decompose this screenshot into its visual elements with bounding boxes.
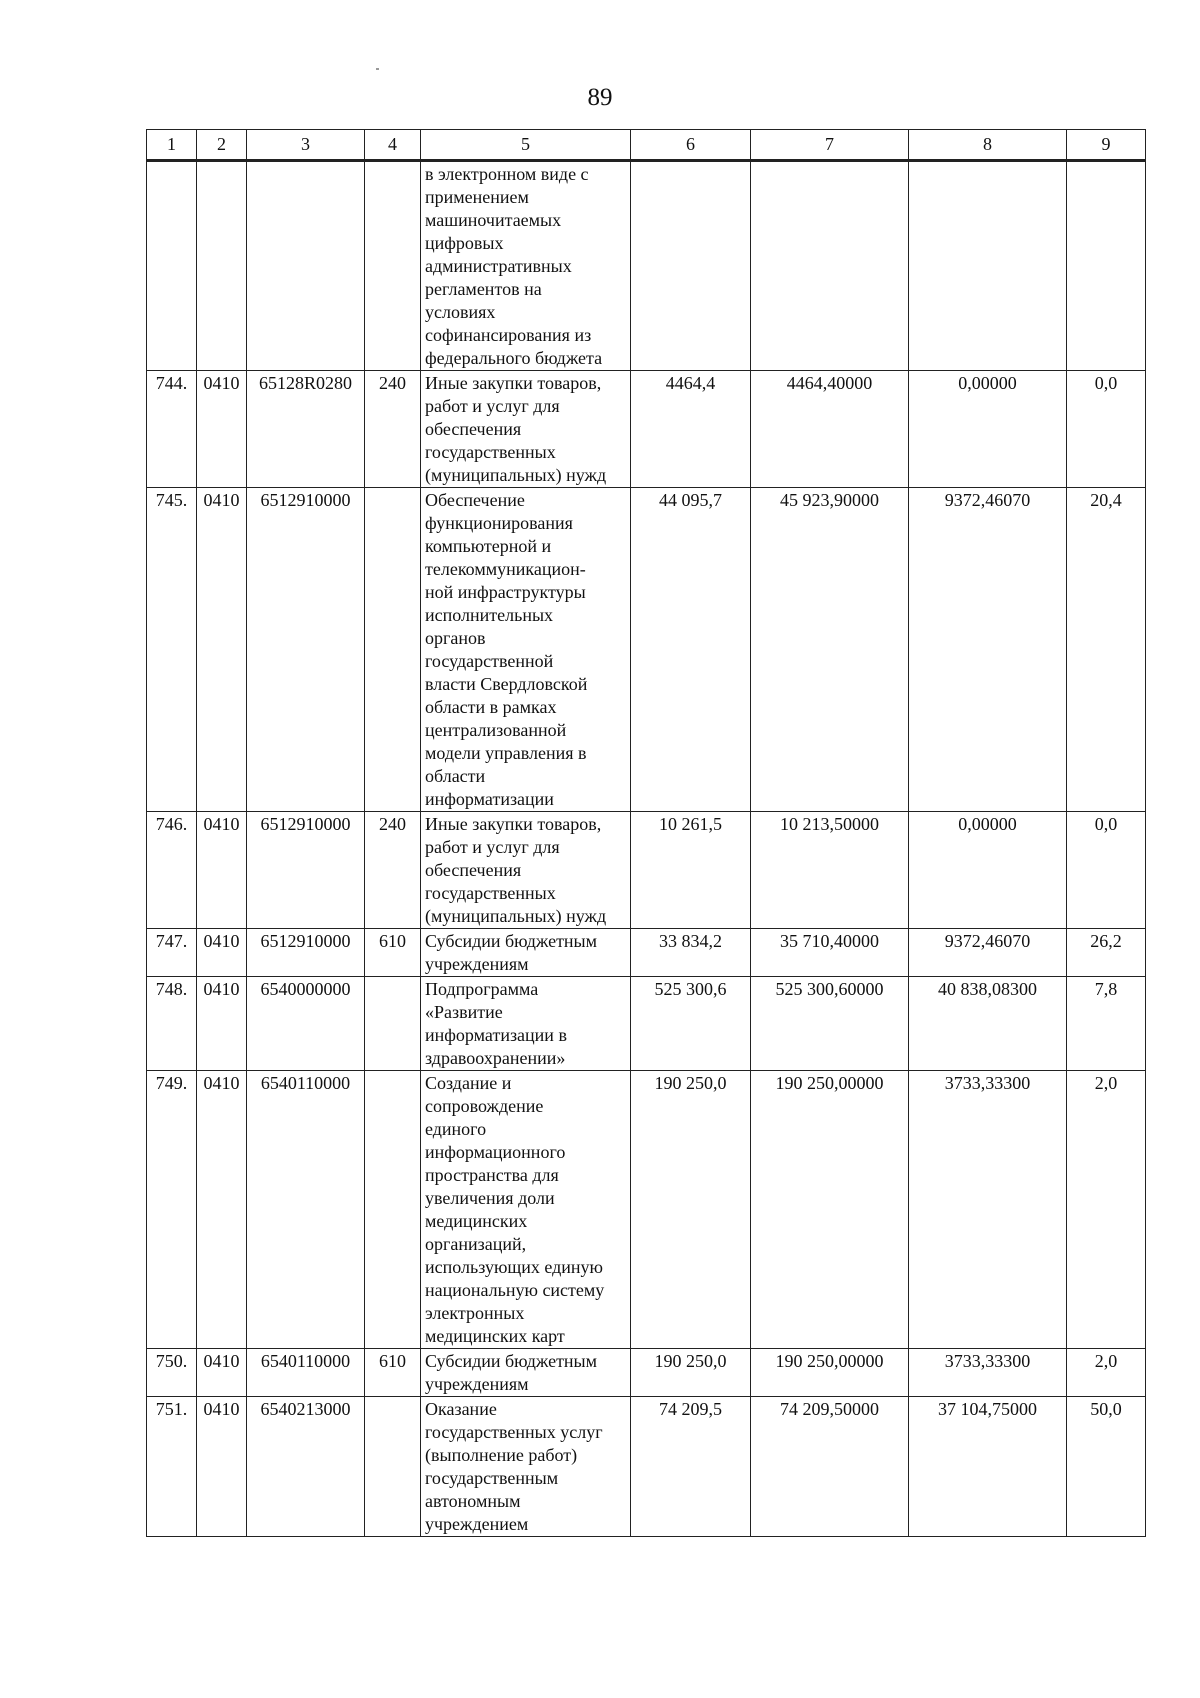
execution-percent-cell: 26,2 [1067,929,1146,977]
expense-type-code-cell [365,1071,421,1349]
description-cell [421,812,631,929]
description-line: централизованной [425,720,567,740]
expense-type-code-cell [365,1397,421,1537]
row-number-cell [147,161,197,371]
row-number-cell: 744. [147,371,197,488]
row-number-cell: 749. [147,1071,197,1349]
description-line: единого [425,1119,487,1139]
table-row [147,812,1146,929]
description-line: обеспечения [425,419,522,439]
description-line: федерального бюджета [425,348,603,368]
description-cell [421,1397,631,1537]
approved-amount-cell: 190 250,0 [631,1349,751,1397]
revised-amount-cell: 190 250,00000 [751,1349,909,1397]
section-code-cell: 0410 [197,1071,247,1349]
approved-amount-cell: 525 300,6 [631,977,751,1071]
column-header: 4 [365,130,421,161]
expense-type-code-cell: 240 [365,812,421,929]
description-line: «Развитие [425,1002,503,1022]
description-line: органов [425,628,486,648]
table-row [147,488,1146,812]
expense-type-code-cell: 610 [365,1349,421,1397]
approved-amount-cell: 44 095,7 [631,488,751,812]
description-line: условиях [425,302,496,322]
approved-amount-cell: 74 209,5 [631,1397,751,1537]
target-article-code-cell: 6540213000 [247,1397,365,1537]
description-line: Субсидии бюджетным [425,1351,598,1371]
row-number-cell: 746. [147,812,197,929]
approved-amount-cell [631,161,751,371]
description-line: государственной [425,651,554,671]
column-header: 3 [247,130,365,161]
execution-percent-cell: 20,4 [1067,488,1146,812]
target-article-code-cell: 6512910000 [247,488,365,812]
execution-percent-cell: 7,8 [1067,977,1146,1071]
executed-amount-cell: 9372,46070 [909,488,1067,812]
description-line: Иные закупки товаров, [425,814,602,834]
description-line: Обеспечение [425,490,525,510]
section-code-cell: 0410 [197,488,247,812]
target-article-code-cell: 65128R0280 [247,371,365,488]
revised-amount-cell: 10 213,50000 [751,812,909,929]
description-line: информатизации [425,789,554,809]
description-line: регламентов на [425,279,542,299]
target-article-code-cell: 6540110000 [247,1071,365,1349]
description-cell [421,977,631,1071]
section-code-cell: 0410 [197,1397,247,1537]
section-code-cell: 0410 [197,977,247,1071]
description-cell [421,1071,631,1349]
description-line: работ и услуг для [425,396,560,416]
table-row [147,371,1146,488]
description-line: организаций, [425,1234,527,1254]
executed-amount-cell: 0,00000 [909,812,1067,929]
description-cell [421,371,631,488]
revised-amount-cell: 35 710,40000 [751,929,909,977]
approved-amount-cell: 10 261,5 [631,812,751,929]
description-line: софинансирования из [425,325,592,345]
target-article-code-cell: 6512910000 [247,812,365,929]
description-line: увеличения доли [425,1188,555,1208]
section-code-cell [197,161,247,371]
description-line: машиночитаемых [425,210,562,230]
description-line: работ и услуг для [425,837,560,857]
expense-type-code-cell [365,977,421,1071]
description-line: Создание и [425,1073,512,1093]
table-row [147,1397,1146,1537]
column-header: 1 [147,130,197,161]
approved-amount-cell: 4464,4 [631,371,751,488]
approved-amount-cell: 33 834,2 [631,929,751,977]
execution-percent-cell: 0,0 [1067,371,1146,488]
description-line: (муниципальных) нужд [425,906,607,926]
executed-amount-cell: 3733,33300 [909,1071,1067,1349]
description-line: государственных [425,442,556,462]
table-row [147,161,1146,371]
section-code-cell: 0410 [197,812,247,929]
executed-amount-cell: 3733,33300 [909,1349,1067,1397]
description-line: Иные закупки товаров, [425,373,602,393]
description-line: государственных услуг [425,1422,603,1442]
description-line: Субсидии бюджетным [425,931,598,951]
description-line: административных [425,256,572,276]
description-line: государственных [425,883,556,903]
description-line: в электронном виде с [425,164,589,184]
description-line: Подпрограмма [425,979,539,999]
column-header: 9 [1067,130,1146,161]
description-line: (муниципальных) нужд [425,465,607,485]
description-line: функционирования [425,513,573,533]
execution-percent-cell: 2,0 [1067,1071,1146,1349]
description-line: национальную систему [425,1280,605,1300]
description-line: применением [425,187,529,207]
column-header: 7 [751,130,909,161]
description-line: здравоохранении» [425,1048,566,1068]
description-line: компьютерной и [425,536,552,556]
description-line: учреждениям [425,954,529,974]
column-header: 8 [909,130,1067,161]
column-header: 5 [421,130,631,161]
table-body [147,161,1146,1537]
target-article-code-cell: 6540000000 [247,977,365,1071]
row-number-cell: 745. [147,488,197,812]
expense-type-code-cell: 240 [365,371,421,488]
execution-percent-cell [1067,161,1146,371]
execution-percent-cell: 2,0 [1067,1349,1146,1397]
row-number-cell: 751. [147,1397,197,1537]
table-row [147,929,1146,977]
executed-amount-cell [909,161,1067,371]
revised-amount-cell: 525 300,60000 [751,977,909,1071]
description-line: исполнительных [425,605,554,625]
column-header: 6 [631,130,751,161]
description-line: (выполнение работ) [425,1445,578,1465]
revised-amount-cell [751,161,909,371]
revised-amount-cell: 4464,40000 [751,371,909,488]
description-line: телекоммуникацион- [425,559,586,579]
expense-type-code-cell [365,161,421,371]
execution-percent-cell: 50,0 [1067,1397,1146,1537]
executed-amount-cell: 40 838,08300 [909,977,1067,1071]
expense-type-code-cell [365,488,421,812]
description-line: информатизации в [425,1025,567,1045]
description-line: цифровых [425,233,504,253]
description-line: учреждением [425,1514,529,1534]
table-row [147,1071,1146,1349]
description-line: электронных [425,1303,525,1323]
target-article-code-cell: 6540110000 [247,1349,365,1397]
section-code-cell: 0410 [197,371,247,488]
revised-amount-cell: 45 923,90000 [751,488,909,812]
column-header: 2 [197,130,247,161]
executed-amount-cell: 0,00000 [909,371,1067,488]
description-line: Оказание [425,1399,497,1419]
execution-percent-cell: 0,0 [1067,812,1146,929]
description-line: использующих единую [425,1257,604,1277]
section-code-cell: 0410 [197,1349,247,1397]
target-article-code-cell [247,161,365,371]
budget-table [146,129,1146,1537]
row-number-cell: 748. [147,977,197,1071]
description-line: области [425,766,486,786]
target-article-code-cell: 6512910000 [247,929,365,977]
description-cell [421,1349,631,1397]
description-line: государственным [425,1468,559,1488]
description-line: ной инфраструктуры [425,582,586,602]
description-line: медицинских карт [425,1326,565,1346]
section-code-cell: 0410 [197,929,247,977]
description-cell [421,161,631,371]
scan-dust-mark [376,68,379,70]
table-row [147,977,1146,1071]
description-cell [421,488,631,812]
page-number: 89 [587,84,613,111]
description-line: области в рамках [425,697,557,717]
description-line: сопровождение [425,1096,544,1116]
description-line: обеспечения [425,860,522,880]
row-number-cell: 747. [147,929,197,977]
table-header-row [147,130,1146,161]
description-line: пространства для [425,1165,559,1185]
expense-type-code-cell: 610 [365,929,421,977]
description-line: власти Свердловской [425,674,588,694]
description-line: автономным [425,1491,521,1511]
revised-amount-cell: 74 209,50000 [751,1397,909,1537]
description-line: информационного [425,1142,566,1162]
description-line: медицинских [425,1211,528,1231]
description-line: модели управления в [425,743,587,763]
description-line: учреждениям [425,1374,529,1394]
executed-amount-cell: 37 104,75000 [909,1397,1067,1537]
row-number-cell: 750. [147,1349,197,1397]
table-row [147,1349,1146,1397]
revised-amount-cell: 190 250,00000 [751,1071,909,1349]
description-cell [421,929,631,977]
approved-amount-cell: 190 250,0 [631,1071,751,1349]
executed-amount-cell: 9372,46070 [909,929,1067,977]
